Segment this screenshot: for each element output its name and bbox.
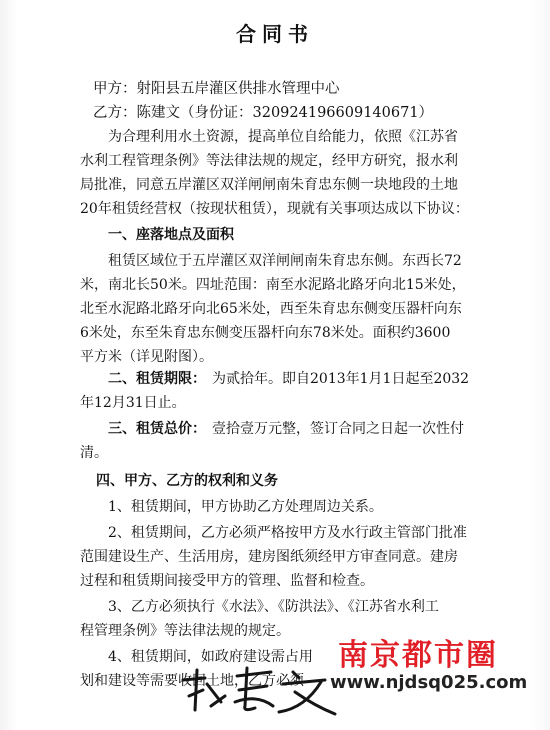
section-4-line: 3、乙方必须执行《水法》、《防洪法》、《江苏省水利工 bbox=[108, 599, 439, 615]
section-1-line: 北至水泥路北路牙向北65米处，西至朱育忠东侧变压器杆向东 bbox=[80, 301, 462, 317]
section-3-heading: 三、租赁总价： bbox=[108, 421, 206, 437]
section-4-heading: 四、甲方、乙方的权利和义务 bbox=[96, 473, 278, 489]
section-2-heading: 二、租赁期限： bbox=[108, 371, 206, 387]
preamble-line: 水利工程管理条例》等法律法规的规定，经甲方研究，报水利 bbox=[80, 153, 458, 169]
section-2-line: 年12月31日止。 bbox=[80, 395, 186, 411]
section-2-line: 为贰拾年。即自2013年1月1日起至2032 bbox=[212, 371, 470, 387]
preamble-line: 为合理利用水土资源，提高单位自给能力，依照《江苏省 bbox=[108, 129, 458, 145]
preamble-line: 20年租赁经营权（按现状租赁），现就有关事项达成以下协议： bbox=[80, 201, 469, 217]
party-b-line: 乙方：陈建文（身份证：320924196609140671） bbox=[93, 105, 434, 121]
section-1-line: 租赁区域位于五岸灌区双洋闸闸南朱育忠东侧。东西长72 bbox=[108, 253, 462, 269]
section-4-line: 划和建设等需要收回土地，乙方必须 bbox=[80, 673, 304, 689]
section-1-line: 6米处，东至朱育忠东侧变压器杆向东78米处。面积约3600 bbox=[80, 325, 451, 341]
preamble-line: 局批准，同意五岸灌区双洋闸闸南朱育忠东侧一块地段的土地 bbox=[80, 177, 458, 193]
document-title: 合同书 bbox=[236, 22, 314, 46]
party-a-line: 甲方：射阳县五岸灌区供排水管理中心 bbox=[93, 81, 340, 97]
section-4-line: 4、租赁期间，如政府建设需占用 bbox=[108, 649, 313, 665]
watermark-logo: 南京都市圈 bbox=[338, 638, 498, 673]
section-1-line: 米，南北长50米。四址范围：南至水泥路北路牙向北15米处， bbox=[80, 277, 466, 293]
section-4-line: 范围建设生产、生活用房，建房图纸须经甲方审查同意。建房 bbox=[80, 549, 458, 565]
section-4-line: 过程和租赁期间接受甲方的管理、监督和检查。 bbox=[80, 573, 374, 589]
section-4-line: 1、租赁期间，甲方协助乙方处理周边关系。 bbox=[108, 499, 383, 515]
watermark-url: www.njdsq025.com bbox=[330, 672, 528, 693]
section-1-heading: 一、座落地点及面积 bbox=[108, 227, 234, 243]
section-3-line: 清。 bbox=[80, 445, 108, 461]
section-4-line: 程管理条例》等法律法规的规定。 bbox=[80, 623, 290, 639]
section-3-line: 壹拾壹万元整，签订合同之日起一次性付 bbox=[212, 421, 464, 437]
section-1-line: 平方米（详见附图）。 bbox=[80, 349, 213, 365]
section-4-line: 2、租赁期间，乙方必须严格按甲方及水行政主管部门批准 bbox=[108, 525, 467, 541]
handwritten-signature bbox=[175, 662, 345, 720]
